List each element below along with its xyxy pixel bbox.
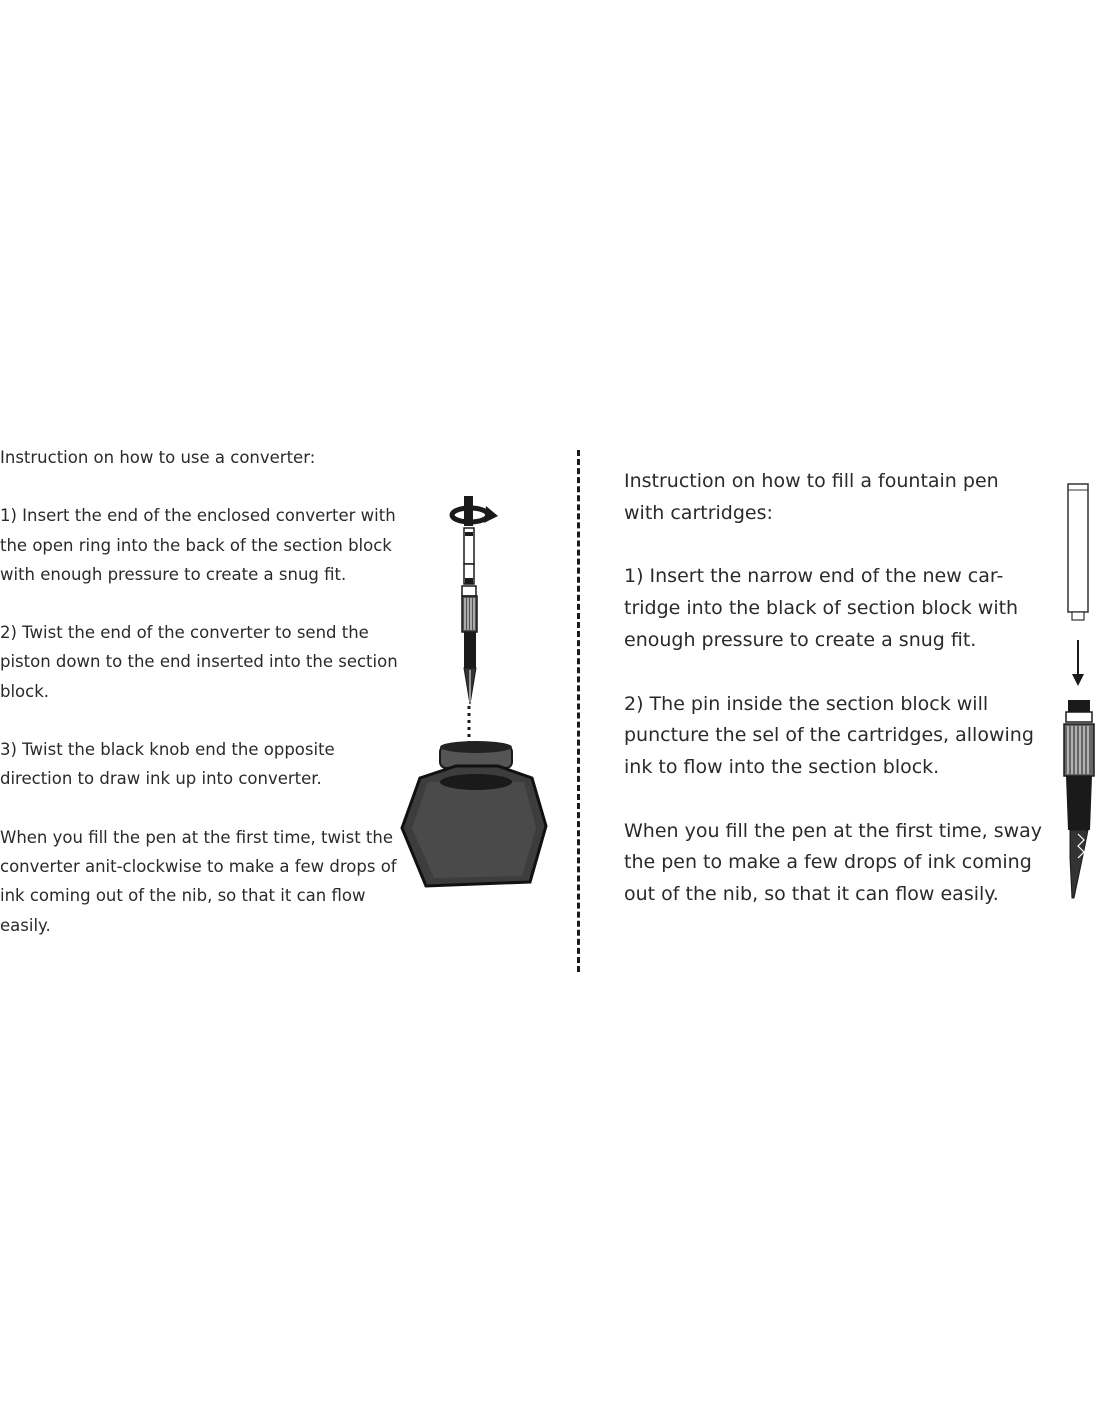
arrow-down-icon: [1072, 640, 1084, 686]
pen-section-icon: [1064, 700, 1094, 898]
cartridge-title: Instruction on how to fill a fountain pen with cartridges:: [624, 470, 999, 524]
cartridge-first-fill-note: When you fill the pen at the first time, sway the pen to make a few drops of ink coming out of the nib, so that it can flow easily.: [624, 819, 1043, 906]
converter-step-3: 3) Twist the black knob end the opposite direction to draw ink up into converter.: [0, 740, 335, 789]
cartridge-step-1: 1) Insert the narrow end of the new car-tridge into the black of section block with enough pressure to create a snug fit.: [624, 565, 1019, 651]
cartridge-instructions: [624, 466, 1044, 911]
converter-step-1: 1) Insert the end of the enclosed converter with the open ring into the back of the section block with enough pressure to create a snug fit.: [0, 506, 396, 584]
converter-ink-bottle-illustration: [398, 490, 558, 900]
converter-title: Instruction on how to use a converter:: [0, 448, 316, 467]
converter-step-2: 2) Twist the end of the converter to send the piston down to the end inserted into the section block.: [0, 623, 398, 701]
converter-first-fill-note: When you fill the pen at the first time, twist the converter anit-clockwise to make a few drops of ink coming out of the nib, so that it can flow easily.: [0, 827, 397, 935]
cartridge-pen-illustration: [1050, 478, 1096, 908]
cartridge-step-2: 2) The pin inside the section block will puncture the sel of the cartridges, allowing ink to flow into the section block.: [624, 692, 1034, 778]
converter-instructions: [0, 443, 400, 940]
column-divider: [577, 450, 580, 972]
ink-bottle-icon: [402, 741, 546, 886]
cartridge-icon: [1068, 484, 1088, 620]
rotation-arrow-icon: [452, 496, 498, 526]
